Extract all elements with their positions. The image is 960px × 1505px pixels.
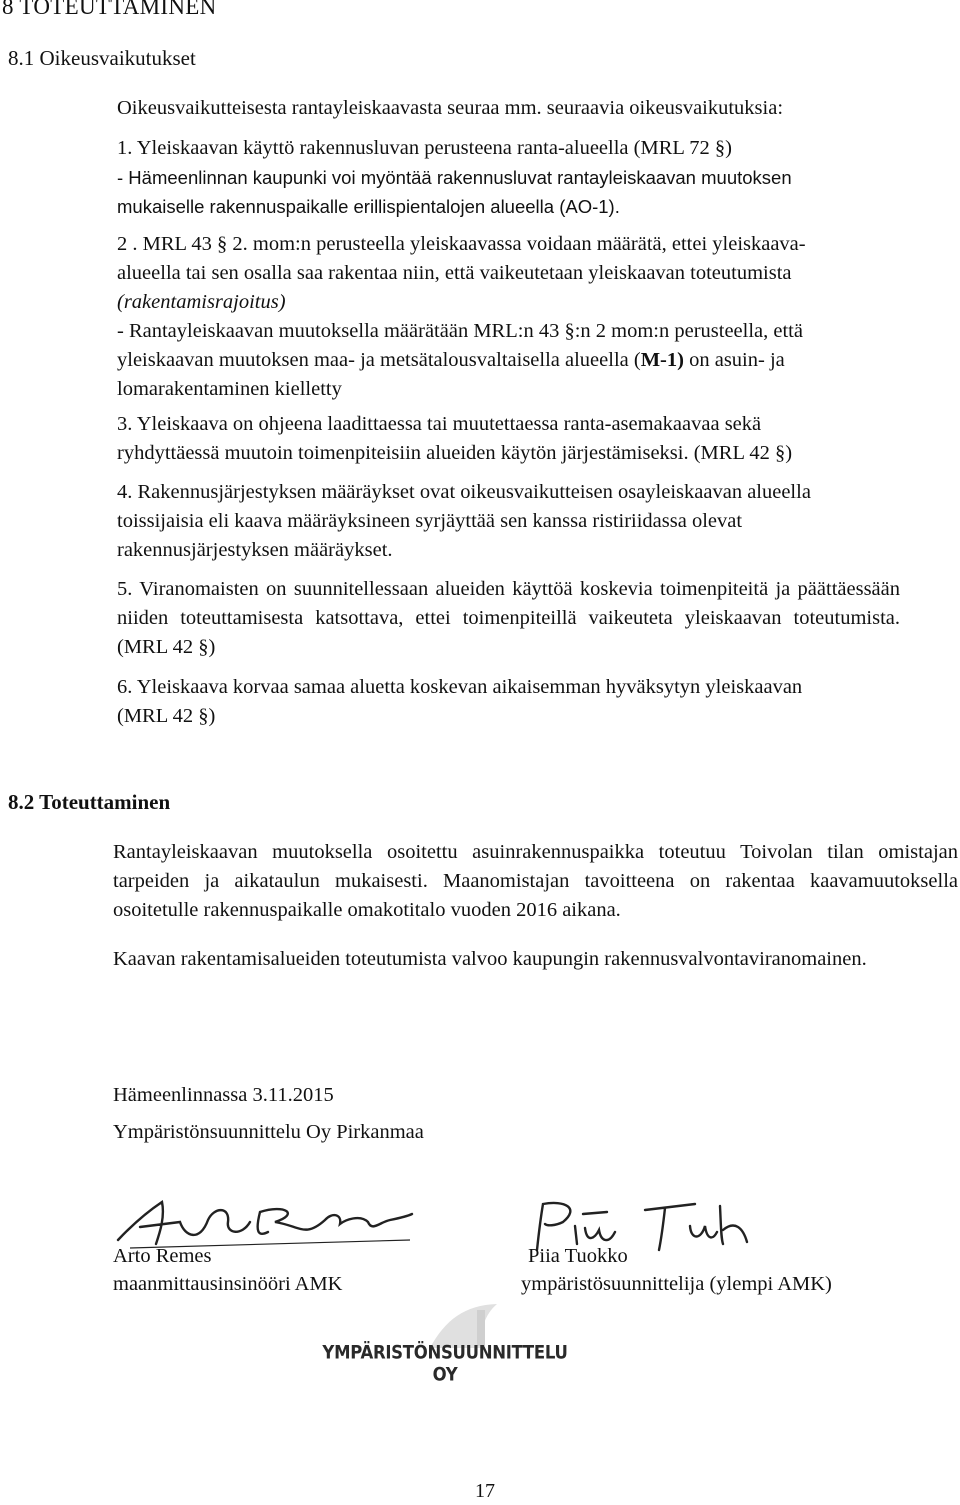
item-4-line-2: toissijaisia eli kaava määräyksineen syrjäyttää sen kanssa ristiriidassa olevat — [117, 510, 743, 532]
item-2-line-5-start: yleiskaavan muutoksen maa- ja metsätalousvaltaisella alueella ( — [117, 349, 641, 371]
item-2-line-5 — [117, 346, 901, 375]
section-8-2-para-1: Rantayleiskaavan muutoksella osoitettu asuinrakennuspaikka toteutuu Toivolan tilan omistajan tarpeiden ja aikataulun mukaisesti. Maanomistajan tavoitteena on rakentaa kaavamuutoksella osoitetulle rakennuspaikalle omakotitalo vuoden 2016 aikana. — [113, 841, 958, 921]
place-date: Hämeenlinnassa 3.11.2015 — [113, 1084, 334, 1106]
item-1 — [117, 134, 901, 221]
item-3-line-1: 3. Yleiskaava on ohjeena laadittaessa tai muutettaessa ranta-asemakaavaa sekä — [117, 413, 762, 435]
zone-code-m1: M-1) — [640, 349, 684, 371]
signer-1-title: maanmittausinsinööri AMK — [113, 1273, 343, 1295]
item-3 — [117, 410, 901, 468]
intro-text: Oikeusvaikutteisesta rantayleiskaavasta seuraa mm. seuraavia oikeusvaikutuksia: — [117, 97, 784, 119]
item-2-line-2: alueella tai sen osalla saa rakentaa niin, että vaikeutetaan yleiskaavan toteutumista — [117, 262, 792, 284]
item-1-line-3: mukaiselle rakennuspaikalle erillispientalojen alueella (AO-1). — [117, 196, 620, 217]
item-1-line-1: 1. Yleiskaavan käyttö rakennusluvan perusteena ranta-alueella (MRL 72 §) — [117, 137, 732, 159]
item-6-line-1: 6. Yleiskaava korvaa samaa aluetta koskevan aikaisemman hyväksytyn yleiskaavan — [117, 676, 803, 698]
item-5 — [117, 575, 900, 662]
page-number: 17 — [475, 1480, 495, 1502]
signer-2-name: Piia Tuokko — [528, 1245, 628, 1267]
item-1-line-2: - Hämeenlinnan kaupunki voi myöntää rakennusluvat rantayleiskaavan muutoksen — [117, 167, 792, 188]
company-name: Ympäristönsuunnittelu Oy Pirkanmaa — [113, 1121, 424, 1143]
item-2-line-5-end: on asuin- ja — [683, 349, 785, 371]
section-8-1-title: 8.1 Oikeusvaikutukset — [8, 46, 196, 70]
logo-text: YMPÄRISTÖNSUUNNITTELU OY — [322, 1341, 568, 1385]
item-2-line-6: lomarakentaminen kielletty — [117, 378, 342, 400]
item-2-line-3: (rakentamisrajoitus) — [117, 291, 286, 313]
item-6-line-2: (MRL 42 §) — [117, 705, 216, 727]
section-8-1-intro — [117, 94, 901, 123]
item-4-line-3: rakennusjärjestyksen määräykset. — [117, 539, 393, 561]
item-4-line-1: 4. Rakennusjärjestyksen määräykset ovat oikeusvaikutteisen osayleiskaavan alueella — [117, 481, 811, 503]
section-8-2-title: 8.2 Toteuttaminen — [8, 790, 171, 814]
item-4 — [117, 478, 901, 565]
item-2 — [117, 230, 901, 404]
item-6 — [117, 673, 901, 731]
signer-2-title: ympäristösuunnittelija (ylempi AMK) — [521, 1273, 832, 1295]
signature-arto-remes — [110, 1192, 420, 1252]
item-2-line-4: - Rantayleiskaavan muutoksella määrätään MRL:n 43 §:n 2 mom:n perusteella, että — [117, 320, 803, 342]
section-8-2-para-2: Kaavan rakentamisalueiden toteutumista valvoo kaupungin rakennusvalvontaviranomainen. — [113, 948, 867, 970]
item-5-text: 5. Viranomaisten on suunnitellessaan alueiden käyttöä koskevia toimenpiteitä ja päättäessään niiden toteuttamisesta katsottava, ettei toimenpiteillä vaikeuteta yleiskaavan toteutumista. (MRL 42 §) — [117, 578, 900, 658]
item-2-line-1: 2 . MRL 43 § 2. mom:n perusteella yleiskaavassa voidaan määrätä, ettei yleiskaava- — [117, 233, 806, 255]
item-3-line-2: ryhdyttäessä muutoin toimenpiteisiin alueiden käytön järjestämiseksi. (MRL 42 §) — [117, 442, 793, 464]
chapter-heading: 8 TOTEUTTAMINEN — [2, 0, 217, 19]
signer-1-name: Arto Remes — [113, 1245, 212, 1267]
company-logo — [310, 1300, 580, 1385]
